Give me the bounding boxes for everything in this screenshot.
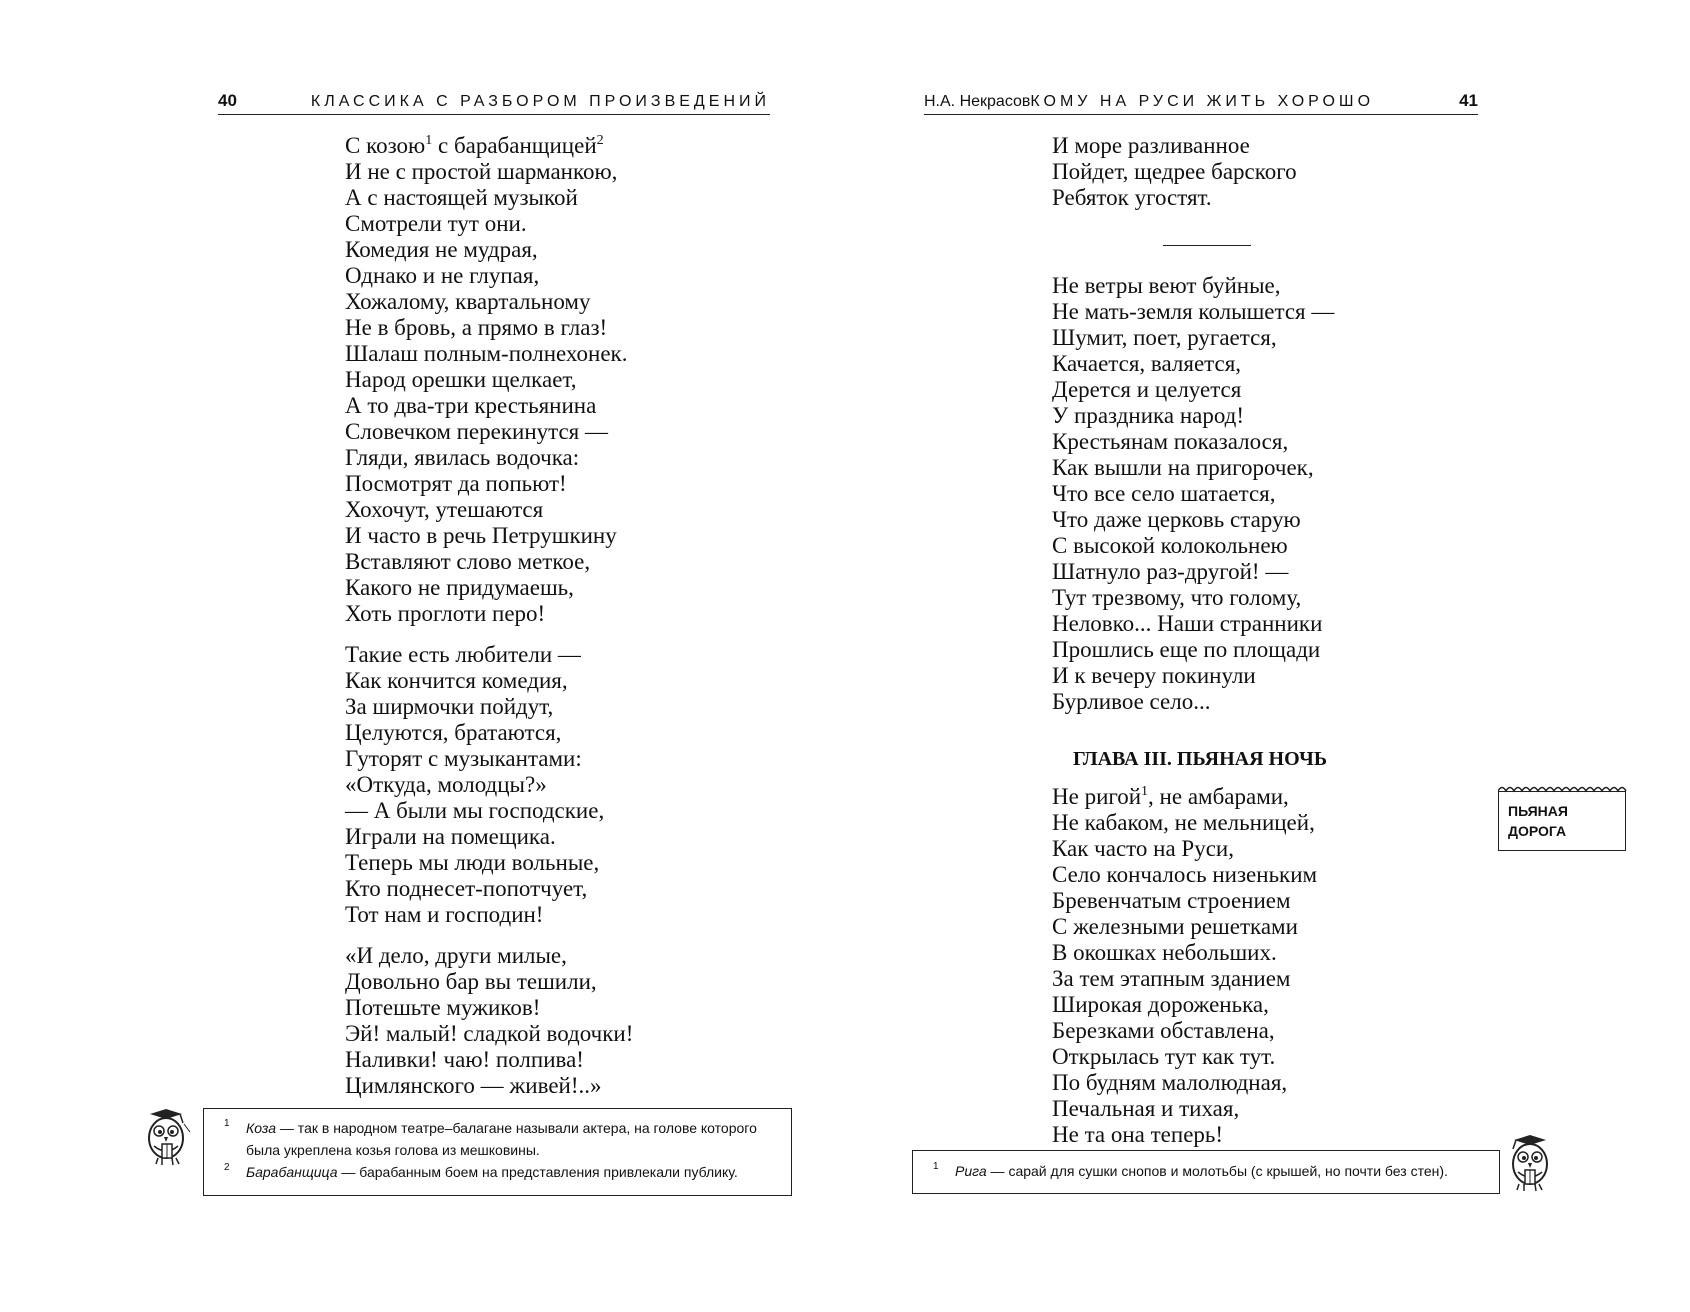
poem-line: И часто в речь Петрушкину: [345, 523, 617, 548]
poem-line: Открылась тут как тут.: [1052, 1044, 1276, 1069]
left-page-number: 40: [218, 91, 237, 110]
poem-line: С высокой колокольнею: [1052, 533, 1288, 558]
poem-stanza: [1052, 273, 1334, 715]
poem-line: — А были мы господские,: [345, 798, 605, 823]
poem-line: Что все село шатается,: [1052, 481, 1276, 506]
poem-text: С козою: [345, 133, 426, 158]
side-label-line: ПЬЯНАЯ: [1508, 803, 1568, 819]
poem-line: Как вышли на пригорочек,: [1052, 455, 1314, 480]
footnote-text: — барабанным боем на представления привлекали публику.: [337, 1164, 738, 1180]
poem-line: Не мать-земля колышется —: [1052, 299, 1335, 324]
poem-line: И море разливанное: [1052, 133, 1250, 158]
poem-line: Целуются, братаются,: [345, 720, 562, 745]
poem-line: Цимлянского — живей!..»: [345, 1073, 602, 1098]
left-running-head: КЛАССИКА С РАЗБОРОМ ПРОИЗВЕДЕНИЙ: [310, 93, 770, 110]
poem-line: Однако и не глупая,: [345, 263, 540, 288]
footnote-ref: 1: [1141, 784, 1149, 799]
poem-line: Такие есть любители —: [345, 642, 581, 667]
poem-line: Посмотрят да попьют!: [345, 471, 567, 496]
poem-line: Гляди, явилась водочка:: [345, 445, 580, 470]
side-topic-label: [1498, 791, 1626, 851]
poem-line: Не та она теперь!: [1052, 1122, 1224, 1147]
poem-line: Как кончится комедия,: [345, 668, 568, 693]
poem-line: [1052, 784, 1334, 810]
right-footnotes-box: [912, 1150, 1500, 1194]
poem-line: Кто поднесет-попотчует,: [345, 876, 588, 901]
poem-line: В окошках небольших.: [1052, 940, 1277, 965]
poem-text: , не амбарами,: [1148, 784, 1289, 809]
poem-line: Комедия не мудрая,: [345, 237, 538, 262]
poem-stanza: [345, 943, 633, 1099]
wavy-edge-icon: [1498, 783, 1628, 793]
poem-line: Хожалому, квартальному: [345, 289, 591, 314]
poem-line: Словечком перекинутся —: [345, 419, 609, 444]
poem-line: Народ орешки щелкает,: [345, 367, 577, 392]
poem-line: И к вечеру покинули: [1052, 663, 1256, 688]
poem-line: Березками обставлена,: [1052, 1018, 1275, 1043]
poem-line: Шатнуло раз-другой! —: [1052, 559, 1289, 584]
poem-line: Бревенчатым строением: [1052, 888, 1291, 913]
poem-line: За ширмочки пойдут,: [345, 694, 554, 719]
left-footnotes-box: [203, 1108, 792, 1196]
right-page-header: [924, 88, 1478, 115]
poem-line: Пойдет, щедрее барского: [1052, 159, 1297, 184]
footnote-number: 2: [224, 1162, 230, 1173]
poem-line: Какого не придумаешь,: [345, 575, 574, 600]
poem-line: По будням малолюдная,: [1052, 1070, 1288, 1095]
left-poem-column: [345, 133, 633, 1114]
poem-line: Широкая дороженька,: [1052, 992, 1269, 1017]
poem-line: Хохочут, утешаются: [345, 497, 544, 522]
poem-line: Тот нам и господин!: [345, 902, 544, 927]
poem-line: Неловко... Наши странники: [1052, 611, 1323, 636]
right-poem-column: [1052, 133, 1334, 1163]
footnote-number: 1: [224, 1118, 230, 1129]
poem-line: Качается, валяется,: [1052, 351, 1242, 376]
poem-line: Не в бровь, а прямо в глаз!: [345, 315, 608, 340]
poem-line: Шумит, поет, ругается,: [1052, 325, 1277, 350]
poem-text: Не ригой: [1052, 784, 1142, 809]
poem-line: Вставляют слово меткое,: [345, 549, 591, 574]
poem-line: Не ветры веют буйные,: [1052, 273, 1281, 298]
poem-line: Играли на помещика.: [345, 824, 556, 849]
footnote-number: 1: [933, 1161, 939, 1172]
poem-line: Гуторят с музыкантами:: [345, 746, 582, 771]
poem-line: Как часто на Руси,: [1052, 836, 1234, 861]
poem-line: Наливки! чаю! полпива!: [345, 1047, 584, 1072]
poem-line: Печальная и тихая,: [1052, 1096, 1240, 1121]
poem-line: Что даже церковь старую: [1052, 507, 1301, 532]
poem-line: Село кончалось низеньким: [1052, 862, 1318, 887]
poem-line: Шалаш полным-полнехонек.: [345, 341, 628, 366]
poem-line: У праздника народ!: [1052, 403, 1245, 428]
poem-line: А то два-три крестьянина: [345, 393, 597, 418]
poem-text: с барабанщицей: [432, 133, 597, 158]
poem-stanza: [1052, 784, 1334, 1148]
author-name: Н.А. Некрасов: [924, 93, 1031, 110]
footnote: [224, 1117, 777, 1161]
poem-line: С железными решетками: [1052, 914, 1298, 939]
poem-line: Потешьте мужиков!: [345, 995, 541, 1020]
footnote-term: Рига: [955, 1163, 987, 1179]
poem-line: Теперь мы люди вольные,: [345, 850, 600, 875]
poem-line: Довольно бар вы тешили,: [345, 969, 597, 994]
left-page-header: [218, 88, 770, 115]
poem-line: Эй! малый! сладкой водочки!: [345, 1021, 634, 1046]
poem-line: Бурливое село...: [1052, 689, 1211, 714]
footnote-term: Коза: [246, 1120, 277, 1136]
poem-line: Ребяток угостят.: [1052, 185, 1212, 210]
footnote-ref: 2: [596, 133, 604, 148]
chapter-title: ГЛАВА III. ПЬЯНАЯ НОЧЬ: [1073, 748, 1328, 770]
poem-line: Тут трезвому, что голому,: [1052, 585, 1302, 610]
poem-line: Дерется и целуется: [1052, 377, 1242, 402]
poem-line: За тем этапным зданием: [1052, 966, 1291, 991]
footnote-ref: 1: [425, 133, 433, 148]
poem-line: [345, 133, 633, 159]
poem-line: «И дело, други милые,: [345, 943, 567, 968]
poem-line: Смотрели тут они.: [345, 211, 527, 236]
owl-scholar-icon: [136, 1108, 198, 1170]
poem-line: Не кабаком, не мельницей,: [1052, 810, 1315, 835]
poem-line: «Откуда, молодцы?»: [345, 772, 547, 797]
footnote-text: — сарай для сушки снопов и молотьбы (с крышей, но почти без стен).: [986, 1163, 1448, 1179]
footnote-text: — так в народном театре–балагане называли актера, на голове которого была укреплена козья голова из мешковины.: [246, 1120, 757, 1158]
footnote: [224, 1161, 777, 1183]
poem-stanza: [345, 642, 633, 928]
section-divider: [1163, 245, 1251, 246]
poem-line: Хоть проглоти перо!: [345, 601, 546, 626]
footnote: [933, 1160, 1485, 1182]
right-page-number: 41: [1459, 91, 1478, 110]
poem-line: Крестьянам показалося,: [1052, 429, 1289, 454]
owl-scholar-icon: [1500, 1134, 1562, 1196]
poem-stanza: [1052, 133, 1334, 211]
side-label-line: ДОРОГА: [1508, 823, 1567, 839]
poem-stanza: [345, 133, 633, 627]
poem-line: Прошлись еще по площади: [1052, 637, 1321, 662]
right-running-head: КОМУ НА РУСИ ЖИТЬ ХОРОШО: [1030, 93, 1375, 110]
footnote-term: Барабанщица: [246, 1164, 338, 1180]
poem-line: И не с простой шарманкою,: [345, 159, 618, 184]
right-running-head-group: [924, 93, 1374, 111]
poem-line: А с настоящей музыкой: [345, 185, 578, 210]
